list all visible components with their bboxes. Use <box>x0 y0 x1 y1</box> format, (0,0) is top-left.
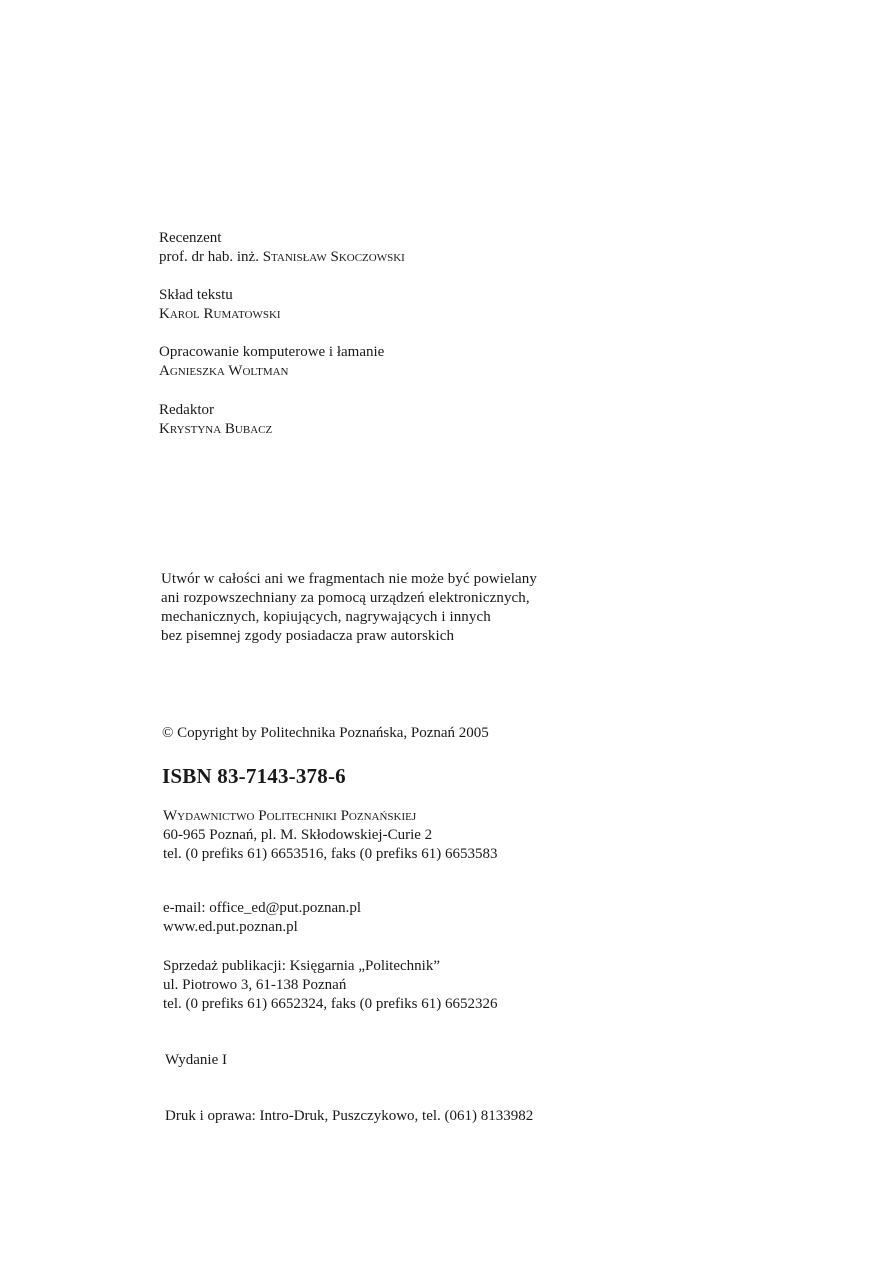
edition-block <box>165 1051 227 1070</box>
notice-line: ani rozpowszechniany za pomocą urządzeń elektronicznych, <box>161 590 530 606</box>
layout-name: Agnieszka Woltman <box>159 363 289 379</box>
typesetting-block <box>159 286 281 324</box>
reviewer-line <box>159 248 405 267</box>
layout-block <box>159 343 384 381</box>
printing-block <box>165 1107 533 1126</box>
editor-block <box>159 401 272 439</box>
isbn-number: ISBN 83-7143-378-6 <box>162 764 346 788</box>
publisher-phone: tel. (0 prefiks 61) 6653516, faks (0 prefiks 61) 6653583 <box>163 846 498 862</box>
reviewer-name: Stanisław Skoczowski <box>262 249 405 265</box>
publisher-website: www.ed.put.poznan.pl <box>163 919 298 935</box>
publisher-name: Wydawnictwo Politechniki Poznańskiej <box>163 808 417 824</box>
reviewer-title: prof. dr hab. inż. <box>159 249 263 265</box>
printing-text: Druk i oprawa: Intro-Druk, Puszczykowo, tel. (061) 8133982 <box>165 1108 534 1124</box>
typesetting-name: Karol Rumatowski <box>159 306 281 322</box>
typesetting-label: Skład tekstu <box>159 287 233 303</box>
contact-block <box>163 899 361 937</box>
notice-line: bez pisemnej zgody posiadacza praw autorskich <box>161 628 455 644</box>
reproduction-notice <box>161 570 537 646</box>
layout-label: Opracowanie komputerowe i łamanie <box>159 344 385 360</box>
edition-text: Wydanie I <box>165 1052 227 1068</box>
sales-block <box>163 957 498 1014</box>
publisher-address: 60-965 Poznań, pl. M. Skłodowskiej-Curie 2 <box>163 827 433 843</box>
reviewer-block <box>159 229 405 267</box>
sales-phone: tel. (0 prefiks 61) 6652324, faks (0 prefiks 61) 6652326 <box>163 996 498 1012</box>
sales-title: Sprzedaż publikacji: Księgarnia „Politechnik” <box>163 958 440 974</box>
editor-label: Redaktor <box>159 402 214 418</box>
copyright-line <box>162 724 489 743</box>
isbn-block <box>162 764 346 788</box>
editor-name: Krystyna Bubacz <box>159 421 273 437</box>
sales-address: ul. Piotrowo 3, 61-138 Poznań <box>163 977 347 993</box>
notice-line: Utwór w całości ani we fragmentach nie może być powielany <box>161 571 537 587</box>
publisher-block <box>163 807 498 864</box>
reviewer-label: Recenzent <box>159 230 222 246</box>
publisher-email: e-mail: office_ed@put.poznan.pl <box>163 900 362 916</box>
notice-line: mechanicznych, kopiujących, nagrywających i innych <box>161 609 491 625</box>
copyright-text: © Copyright by Politechnika Poznańska, Poznań 2005 <box>162 725 489 741</box>
